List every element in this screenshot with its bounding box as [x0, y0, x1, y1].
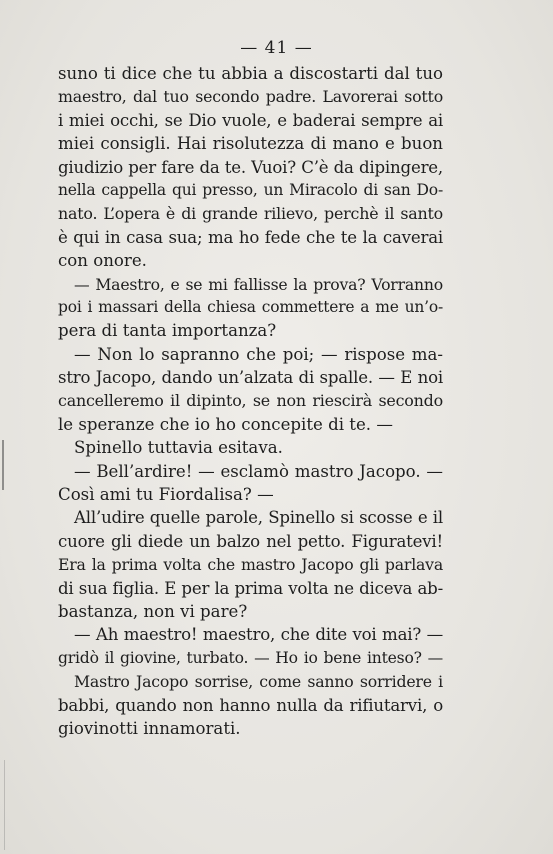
body-text [58, 62, 443, 740]
text-line: — Maestro, e se mi fallisse la prova? Vorranno [74, 274, 443, 294]
text-line: cancelleremo il dipinto, se non riescirà secondo [58, 391, 443, 411]
page-edge-mark [2, 440, 9, 490]
text-line: maestro, dal tuo secondo padre. Lavorerai sotto [58, 87, 443, 107]
text-line: di sua figlia. E per la prima volta ne diceva ab- [58, 578, 443, 598]
text-line: cuore gli diede un balzo nel petto. Figuratevi! [58, 531, 443, 551]
page-number: — 41 — [240, 38, 313, 58]
text-line: — Ah maestro! maestro, che dite voi mai? — [74, 625, 443, 645]
page-edge-shadow [4, 760, 8, 850]
text-line: Era la prima volta che mastro Jacopo gli parlava [58, 555, 443, 575]
text-line: miei consigli. Hai risolutezza di mano e buon [58, 134, 443, 154]
text-line: Spinello tuttavia esitava. [74, 438, 283, 458]
text-line: le speranze che io ho concepite di te. — [58, 414, 393, 434]
text-line: bastanza, non vi pare? [58, 601, 248, 621]
text-line: con onore. [58, 251, 147, 271]
text-line: è qui in casa sua; ma ho fede che te la caverai [58, 227, 443, 247]
text-line: nato. L’opera è di grande rilievo, perchè il santo [58, 204, 443, 224]
text-line: Mastro Jacopo sorrise, come sanno sorridere i [74, 672, 443, 692]
text-line: giovinotti innamorati. [58, 718, 241, 738]
text-line: giudizio per fare da te. Vuoi? C’è da dipingere, [58, 157, 443, 177]
text-line: suno ti dice che tu abbia a discostarti dal tuo [58, 64, 443, 83]
text-line: nella cappella qui presso, un Miracolo di san Do- [58, 180, 443, 199]
text-line: pera di tanta importanza? [58, 321, 277, 341]
text-line: poi i massari della chiesa commettere a me un’o- [58, 297, 443, 316]
text-line: stro Jacopo, dando un’alzata di spalle. — E noi [58, 368, 443, 388]
text-line: babbi, quando non hanno nulla da rifiutarvi, o [58, 695, 443, 715]
text-line: — Bell’ardire! — esclamò mastro Jacopo. — [74, 461, 443, 481]
text-line: — Non lo sapranno che poi; — rispose ma- [74, 344, 443, 364]
text-line: i miei occhi, se Dio vuole, e baderai sempre ai [58, 110, 443, 130]
text-line: Così ami tu Fiordalisa? — [58, 485, 274, 505]
text-line: gridò il giovine, turbato. — Ho io bene inteso? — [58, 648, 443, 667]
text-line: All’udire quelle parole, Spinello si scosse e il [74, 508, 443, 528]
